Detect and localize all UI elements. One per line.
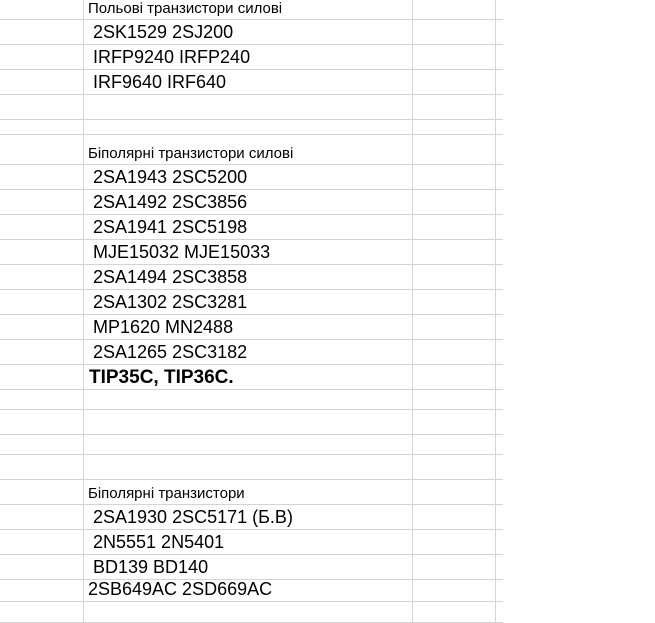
part-number-cell[interactable]: 2SA1265 2SC3182	[93, 342, 248, 362]
part-number-cell[interactable]: BD139 BD140	[93, 557, 209, 577]
part-number-cell[interactable]: 2SA1494 2SC3858	[93, 267, 248, 287]
sheet-row[interactable]	[0, 602, 503, 623]
section-heading-cell[interactable]: Біполярні транзистори	[88, 485, 245, 502]
part-number-cell[interactable]: 2SA1930 2SC5171 (Б.В)	[93, 507, 293, 527]
sheet-row[interactable]	[0, 580, 503, 602]
part-number-cell[interactable]: 2SK1529 2SJ200	[93, 22, 234, 42]
part-number-cell[interactable]: MJE15032 MJE15033	[93, 242, 271, 262]
sheet-row[interactable]	[0, 45, 503, 70]
sheet-row[interactable]	[0, 530, 503, 555]
sheet-row[interactable]	[0, 20, 503, 45]
sheet-row[interactable]	[0, 0, 503, 20]
sheet-row[interactable]	[0, 215, 503, 240]
sheet-row[interactable]	[0, 455, 503, 480]
part-number-cell[interactable]: 2SA1941 2SC5198	[93, 217, 248, 237]
part-number-cell[interactable]: 2SA1943 2SC5200	[93, 167, 248, 187]
sheet-row[interactable]	[0, 505, 503, 530]
part-number-cell[interactable]: 2SB649AC 2SD669AC	[88, 579, 273, 599]
sheet-row[interactable]	[0, 315, 503, 340]
sheet-row[interactable]	[0, 555, 503, 580]
sheet-row[interactable]	[0, 435, 503, 455]
sheet-row[interactable]	[0, 265, 503, 290]
sheet-row[interactable]	[0, 70, 503, 95]
part-number-cell[interactable]: IRF9640 IRF640	[93, 72, 227, 92]
sheet-row[interactable]	[0, 165, 503, 190]
part-number-cell[interactable]: MP1620 MN2488	[93, 317, 234, 337]
sheet-row[interactable]	[0, 390, 503, 410]
sheet-row[interactable]	[0, 120, 503, 135]
part-number-cell[interactable]: TIP35C, TIP36C.	[89, 367, 234, 388]
sheet-row[interactable]	[0, 95, 503, 120]
sheet-row[interactable]	[0, 290, 503, 315]
part-number-cell[interactable]: 2SA1492 2SC3856	[93, 192, 248, 212]
part-number-cell[interactable]: 2N5551 2N5401	[93, 532, 225, 552]
sheet-row[interactable]	[0, 480, 503, 505]
part-number-cell[interactable]: IRFP9240 IRFP240	[93, 47, 251, 67]
sheet-row[interactable]	[0, 135, 503, 165]
part-number-cell[interactable]: 2SA1302 2SC3281	[93, 292, 248, 312]
sheet-row[interactable]	[0, 240, 503, 265]
sheet-row[interactable]	[0, 365, 503, 390]
sheet-row[interactable]	[0, 190, 503, 215]
section-heading-cell[interactable]: Біполярні транзистори силові	[88, 145, 294, 162]
sheet-row[interactable]	[0, 340, 503, 365]
sheet-row[interactable]	[0, 410, 503, 435]
section-heading-cell[interactable]: Польові транзистори силові	[88, 0, 283, 17]
